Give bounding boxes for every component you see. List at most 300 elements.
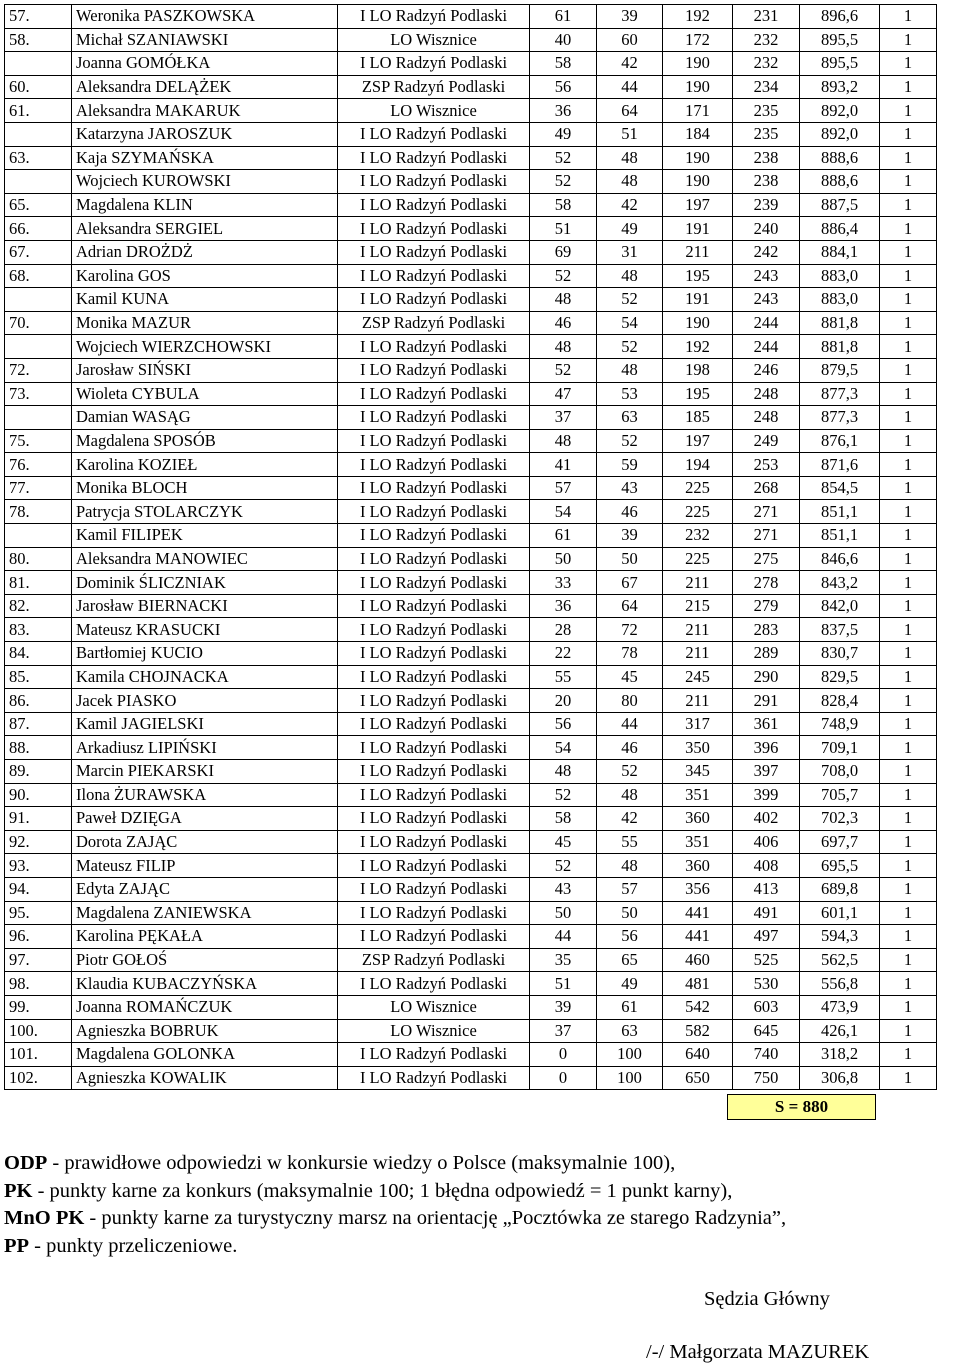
participant-name: Mateusz KRASUCKI xyxy=(72,618,338,642)
mno-pk-penalty: 195 xyxy=(663,264,733,288)
pk-penalty: 31 xyxy=(597,240,663,264)
table-row xyxy=(5,783,937,807)
row-number: 61. xyxy=(5,99,72,123)
mno-pk-penalty: 190 xyxy=(663,52,733,76)
total-penalty: 406 xyxy=(733,830,800,854)
participant-name: Magdalena ZANIEWSKA xyxy=(72,901,338,925)
table-row xyxy=(5,547,937,571)
row-number: 91. xyxy=(5,807,72,831)
pk-penalty: 64 xyxy=(597,594,663,618)
pp-points: 846,6 xyxy=(800,547,880,571)
last-column-value: 1 xyxy=(880,264,937,288)
school-name: I LO Radzyń Podlaski xyxy=(338,453,530,477)
mno-pk-penalty: 350 xyxy=(663,736,733,760)
row-number: 78. xyxy=(5,500,72,524)
last-column-value: 1 xyxy=(880,830,937,854)
last-column-value: 1 xyxy=(880,642,937,666)
total-penalty: 231 xyxy=(733,5,800,29)
pk-penalty: 72 xyxy=(597,618,663,642)
mno-pk-penalty: 232 xyxy=(663,524,733,548)
school-name: I LO Radzyń Podlaski xyxy=(338,52,530,76)
table-row xyxy=(5,665,937,689)
table-row xyxy=(5,193,937,217)
participant-name: Agnieszka BOBRUK xyxy=(72,1019,338,1043)
table-row xyxy=(5,948,937,972)
legend-odp xyxy=(4,1150,944,1178)
row-number: 72. xyxy=(5,358,72,382)
participant-name: Kamil KUNA xyxy=(72,288,338,312)
last-column-value: 1 xyxy=(880,52,937,76)
row-number: 98. xyxy=(5,972,72,996)
odp-score: 58 xyxy=(530,193,597,217)
school-name: ZSP Radzyń Podlaski xyxy=(338,948,530,972)
last-column-value: 1 xyxy=(880,1019,937,1043)
odp-score: 0 xyxy=(530,1043,597,1067)
participant-name: Wojciech KUROWSKI xyxy=(72,170,338,194)
mno-pk-penalty: 225 xyxy=(663,476,733,500)
last-column-value: 1 xyxy=(880,382,937,406)
row-number: 85. xyxy=(5,665,72,689)
last-column-value: 1 xyxy=(880,547,937,571)
school-name: I LO Radzyń Podlaski xyxy=(338,901,530,925)
row-number: 58. xyxy=(5,28,72,52)
school-name: I LO Radzyń Podlaski xyxy=(338,925,530,949)
mno-pk-penalty: 190 xyxy=(663,75,733,99)
odp-score: 48 xyxy=(530,335,597,359)
school-name: I LO Radzyń Podlaski xyxy=(338,736,530,760)
total-penalty: 530 xyxy=(733,972,800,996)
school-name: I LO Radzyń Podlaski xyxy=(338,264,530,288)
school-name: LO Wisznice xyxy=(338,1019,530,1043)
pp-points: 851,1 xyxy=(800,524,880,548)
table-row xyxy=(5,571,937,595)
total-penalty: 408 xyxy=(733,854,800,878)
pk-penalty: 46 xyxy=(597,736,663,760)
school-name: ZSP Radzyń Podlaski xyxy=(338,75,530,99)
pp-points: 888,6 xyxy=(800,170,880,194)
pk-penalty: 48 xyxy=(597,170,663,194)
total-penalty: 234 xyxy=(733,75,800,99)
last-column-value: 1 xyxy=(880,901,937,925)
legend-text: - punkty przeliczeniowe. xyxy=(29,1234,238,1257)
pp-points: 883,0 xyxy=(800,288,880,312)
row-number: 60. xyxy=(5,75,72,99)
participant-name: Magdalena SPOSÓB xyxy=(72,429,338,453)
odp-score: 69 xyxy=(530,240,597,264)
total-penalty: 397 xyxy=(733,760,800,784)
total-penalty: 603 xyxy=(733,995,800,1019)
pp-points: 843,2 xyxy=(800,571,880,595)
last-column-value: 1 xyxy=(880,170,937,194)
pk-penalty: 100 xyxy=(597,1043,663,1067)
legend-pp xyxy=(4,1233,944,1261)
last-column-value: 1 xyxy=(880,712,937,736)
pp-points: 877,3 xyxy=(800,406,880,430)
pk-penalty: 42 xyxy=(597,193,663,217)
odp-score: 52 xyxy=(530,264,597,288)
legend-term: PK xyxy=(4,1179,33,1202)
total-penalty: 246 xyxy=(733,358,800,382)
table-row xyxy=(5,807,937,831)
odp-score: 0 xyxy=(530,1066,597,1090)
last-column-value: 1 xyxy=(880,358,937,382)
pp-points: 828,4 xyxy=(800,689,880,713)
pp-points: 896,6 xyxy=(800,5,880,29)
total-penalty: 279 xyxy=(733,594,800,618)
pk-penalty: 42 xyxy=(597,52,663,76)
odp-score: 52 xyxy=(530,358,597,382)
odp-score: 45 xyxy=(530,830,597,854)
last-column-value: 1 xyxy=(880,75,937,99)
table-row xyxy=(5,877,937,901)
pp-points: 877,3 xyxy=(800,382,880,406)
pk-penalty: 61 xyxy=(597,995,663,1019)
judge-title: Sędzia Główny xyxy=(704,1288,830,1310)
table-row xyxy=(5,170,937,194)
row-number: 70. xyxy=(5,311,72,335)
pp-points: 556,8 xyxy=(800,972,880,996)
pp-points: 879,5 xyxy=(800,358,880,382)
pp-points: 426,1 xyxy=(800,1019,880,1043)
table-row xyxy=(5,217,937,241)
odp-score: 36 xyxy=(530,594,597,618)
school-name: I LO Radzyń Podlaski xyxy=(338,1066,530,1090)
mno-pk-penalty: 190 xyxy=(663,170,733,194)
participant-name: Jarosław BIERNACKI xyxy=(72,594,338,618)
mno-pk-penalty: 345 xyxy=(663,760,733,784)
odp-score: 56 xyxy=(530,75,597,99)
total-penalty: 283 xyxy=(733,618,800,642)
last-column-value: 1 xyxy=(880,146,937,170)
participant-name: Magdalena GOLONKA xyxy=(72,1043,338,1067)
pk-penalty: 45 xyxy=(597,665,663,689)
total-penalty: 235 xyxy=(733,99,800,123)
participant-name: Piotr GOŁOŚ xyxy=(72,948,338,972)
table-row xyxy=(5,995,937,1019)
pp-points: 689,8 xyxy=(800,877,880,901)
pp-points: 887,5 xyxy=(800,193,880,217)
total-penalty: 290 xyxy=(733,665,800,689)
table-row xyxy=(5,618,937,642)
total-penalty: 248 xyxy=(733,406,800,430)
row-number: 93. xyxy=(5,854,72,878)
pk-penalty: 52 xyxy=(597,335,663,359)
table-row xyxy=(5,99,937,123)
pk-penalty: 49 xyxy=(597,972,663,996)
last-column-value: 1 xyxy=(880,1043,937,1067)
school-name: I LO Radzyń Podlaski xyxy=(338,972,530,996)
row-number: 57. xyxy=(5,5,72,29)
table-row xyxy=(5,925,937,949)
school-name: I LO Radzyń Podlaski xyxy=(338,335,530,359)
pk-penalty: 50 xyxy=(597,901,663,925)
mno-pk-penalty: 184 xyxy=(663,122,733,146)
pp-points: 697,7 xyxy=(800,830,880,854)
pk-penalty: 63 xyxy=(597,406,663,430)
participant-name: Kaja SZYMAŃSKA xyxy=(72,146,338,170)
odp-score: 35 xyxy=(530,948,597,972)
participant-name: Adrian DROŻDŻ xyxy=(72,240,338,264)
pp-points: 695,5 xyxy=(800,854,880,878)
pp-points: 562,5 xyxy=(800,948,880,972)
total-penalty: 238 xyxy=(733,146,800,170)
legend-term: PP xyxy=(4,1234,30,1257)
table-row xyxy=(5,264,937,288)
legend-text: - prawidłowe odpowiedzi w konkursie wiedzy o Polsce (maksymalnie 100), xyxy=(47,1152,676,1174)
participant-name: Katarzyna JAROSZUK xyxy=(72,122,338,146)
school-name: I LO Radzyń Podlaski xyxy=(338,524,530,548)
legend-term: MnO PK xyxy=(4,1207,85,1229)
pp-points: 881,8 xyxy=(800,335,880,359)
last-column-value: 1 xyxy=(880,288,937,312)
school-name: I LO Radzyń Podlaski xyxy=(338,1043,530,1067)
table-row xyxy=(5,28,937,52)
school-name: I LO Radzyń Podlaski xyxy=(338,476,530,500)
participant-name: Wioleta CYBULA xyxy=(72,382,338,406)
school-name: I LO Radzyń Podlaski xyxy=(338,146,530,170)
pp-points: 893,2 xyxy=(800,75,880,99)
pk-penalty: 67 xyxy=(597,571,663,595)
last-column-value: 1 xyxy=(880,28,937,52)
pk-penalty: 54 xyxy=(597,311,663,335)
total-penalty: 289 xyxy=(733,642,800,666)
total-penalty: 413 xyxy=(733,877,800,901)
table-row xyxy=(5,901,937,925)
pk-penalty: 80 xyxy=(597,689,663,713)
odp-score: 52 xyxy=(530,146,597,170)
table-row xyxy=(5,854,937,878)
pk-penalty: 46 xyxy=(597,500,663,524)
row-number: 99. xyxy=(5,995,72,1019)
row-number: 95. xyxy=(5,901,72,925)
last-column-value: 1 xyxy=(880,335,937,359)
odp-score: 49 xyxy=(530,122,597,146)
total-penalty: 248 xyxy=(733,382,800,406)
pp-points: 881,8 xyxy=(800,311,880,335)
pk-penalty: 52 xyxy=(597,760,663,784)
mno-pk-penalty: 460 xyxy=(663,948,733,972)
odp-score: 61 xyxy=(530,5,597,29)
pk-penalty: 48 xyxy=(597,358,663,382)
school-name: I LO Radzyń Podlaski xyxy=(338,288,530,312)
pk-penalty: 53 xyxy=(597,382,663,406)
mno-pk-penalty: 360 xyxy=(663,854,733,878)
last-column-value: 1 xyxy=(880,217,937,241)
row-number xyxy=(5,406,72,430)
odp-score: 51 xyxy=(530,972,597,996)
last-column-value: 1 xyxy=(880,476,937,500)
row-number: 76. xyxy=(5,453,72,477)
pp-points: 842,0 xyxy=(800,594,880,618)
total-penalty: 232 xyxy=(733,28,800,52)
total-penalty: 271 xyxy=(733,500,800,524)
pk-penalty: 63 xyxy=(597,1019,663,1043)
table-row xyxy=(5,5,937,29)
pk-penalty: 44 xyxy=(597,75,663,99)
last-column-value: 1 xyxy=(880,571,937,595)
last-column-value: 1 xyxy=(880,877,937,901)
mno-pk-penalty: 351 xyxy=(663,783,733,807)
total-penalty: 249 xyxy=(733,429,800,453)
pp-points: 830,7 xyxy=(800,642,880,666)
table-row xyxy=(5,500,937,524)
total-penalty: 253 xyxy=(733,453,800,477)
odp-score: 48 xyxy=(530,429,597,453)
pk-penalty: 100 xyxy=(597,1066,663,1090)
pp-points: 876,1 xyxy=(800,429,880,453)
last-column-value: 1 xyxy=(880,99,937,123)
last-column-value: 1 xyxy=(880,995,937,1019)
table-row xyxy=(5,760,937,784)
odp-score: 36 xyxy=(530,99,597,123)
pp-points: 601,1 xyxy=(800,901,880,925)
mno-pk-penalty: 197 xyxy=(663,429,733,453)
pk-penalty: 39 xyxy=(597,524,663,548)
last-column-value: 1 xyxy=(880,429,937,453)
mno-pk-penalty: 225 xyxy=(663,547,733,571)
pk-penalty: 48 xyxy=(597,783,663,807)
school-name: I LO Radzyń Podlaski xyxy=(338,193,530,217)
school-name: I LO Radzyń Podlaski xyxy=(338,642,530,666)
sum-total: S = 880 xyxy=(727,1094,876,1120)
last-column-value: 1 xyxy=(880,760,937,784)
table-row xyxy=(5,642,937,666)
mno-pk-penalty: 211 xyxy=(663,618,733,642)
odp-score: 28 xyxy=(530,618,597,642)
mno-pk-penalty: 192 xyxy=(663,5,733,29)
table-row xyxy=(5,972,937,996)
participant-name: Edyta ZAJĄC xyxy=(72,877,338,901)
mno-pk-penalty: 360 xyxy=(663,807,733,831)
row-number: 87. xyxy=(5,712,72,736)
row-number xyxy=(5,122,72,146)
pk-penalty: 43 xyxy=(597,476,663,500)
school-name: I LO Radzyń Podlaski xyxy=(338,689,530,713)
odp-score: 51 xyxy=(530,217,597,241)
pp-points: 594,3 xyxy=(800,925,880,949)
table-row xyxy=(5,453,937,477)
last-column-value: 1 xyxy=(880,948,937,972)
legend-text: - punkty karne za turystyczny marsz na orientację „Pocztówka ze starego Radzynia”, xyxy=(84,1207,787,1229)
pk-penalty: 65 xyxy=(597,948,663,972)
row-number: 65. xyxy=(5,193,72,217)
odp-score: 50 xyxy=(530,547,597,571)
odp-score: 54 xyxy=(530,500,597,524)
pk-penalty: 52 xyxy=(597,288,663,312)
school-name: I LO Radzyń Podlaski xyxy=(338,618,530,642)
total-penalty: 361 xyxy=(733,712,800,736)
school-name: I LO Radzyń Podlaski xyxy=(338,217,530,241)
school-name: I LO Radzyń Podlaski xyxy=(338,170,530,194)
pp-points: 895,5 xyxy=(800,28,880,52)
odp-score: 54 xyxy=(530,736,597,760)
total-penalty: 497 xyxy=(733,925,800,949)
odp-score: 44 xyxy=(530,925,597,949)
last-column-value: 1 xyxy=(880,524,937,548)
participant-name: Weronika PASZKOWSKA xyxy=(72,5,338,29)
table-row xyxy=(5,146,937,170)
row-number: 84. xyxy=(5,642,72,666)
row-number: 68. xyxy=(5,264,72,288)
school-name: I LO Radzyń Podlaski xyxy=(338,783,530,807)
participant-name: Joanna GOMÓŁKA xyxy=(72,52,338,76)
participant-name: Aleksandra MANOWIEC xyxy=(72,547,338,571)
mno-pk-penalty: 191 xyxy=(663,288,733,312)
mno-pk-penalty: 356 xyxy=(663,877,733,901)
odp-score: 56 xyxy=(530,712,597,736)
participant-name: Michał SZANIAWSKI xyxy=(72,28,338,52)
table-row xyxy=(5,830,937,854)
table-row xyxy=(5,594,937,618)
total-penalty: 396 xyxy=(733,736,800,760)
total-penalty: 240 xyxy=(733,217,800,241)
participant-name: Agnieszka KOWALIK xyxy=(72,1066,338,1090)
pp-points: 306,8 xyxy=(800,1066,880,1090)
odp-score: 20 xyxy=(530,689,597,713)
participant-name: Joanna ROMAŃCZUK xyxy=(72,995,338,1019)
pk-penalty: 48 xyxy=(597,146,663,170)
total-penalty: 491 xyxy=(733,901,800,925)
row-number: 102. xyxy=(5,1066,72,1090)
pp-points: 837,5 xyxy=(800,618,880,642)
pp-points: 705,7 xyxy=(800,783,880,807)
table-row xyxy=(5,476,937,500)
pk-penalty: 51 xyxy=(597,122,663,146)
odp-score: 61 xyxy=(530,524,597,548)
odp-score: 37 xyxy=(530,1019,597,1043)
table-row xyxy=(5,712,937,736)
row-number: 96. xyxy=(5,925,72,949)
mno-pk-penalty: 197 xyxy=(663,193,733,217)
last-column-value: 1 xyxy=(880,311,937,335)
mno-pk-penalty: 191 xyxy=(663,217,733,241)
total-penalty: 242 xyxy=(733,240,800,264)
row-number: 75. xyxy=(5,429,72,453)
pp-points: 702,3 xyxy=(800,807,880,831)
mno-pk-penalty: 172 xyxy=(663,28,733,52)
school-name: LO Wisznice xyxy=(338,995,530,1019)
school-name: I LO Radzyń Podlaski xyxy=(338,854,530,878)
school-name: I LO Radzyń Podlaski xyxy=(338,547,530,571)
table-row xyxy=(5,288,937,312)
participant-name: Aleksandra DELĄŻEK xyxy=(72,75,338,99)
mno-pk-penalty: 211 xyxy=(663,571,733,595)
school-name: I LO Radzyń Podlaski xyxy=(338,429,530,453)
pk-penalty: 50 xyxy=(597,547,663,571)
last-column-value: 1 xyxy=(880,736,937,760)
pp-points: 318,2 xyxy=(800,1043,880,1067)
odp-score: 39 xyxy=(530,995,597,1019)
pp-points: 854,5 xyxy=(800,476,880,500)
odp-score: 22 xyxy=(530,642,597,666)
mno-pk-penalty: 650 xyxy=(663,1066,733,1090)
participant-name: Bartłomiej KUCIO xyxy=(72,642,338,666)
pk-penalty: 48 xyxy=(597,264,663,288)
pk-penalty: 57 xyxy=(597,877,663,901)
table-row xyxy=(5,382,937,406)
last-column-value: 1 xyxy=(880,854,937,878)
pk-penalty: 48 xyxy=(597,854,663,878)
row-number: 73. xyxy=(5,382,72,406)
table-row xyxy=(5,406,937,430)
participant-name: Aleksandra MAKARUK xyxy=(72,99,338,123)
participant-name: Kamila CHOJNACKA xyxy=(72,665,338,689)
last-column-value: 1 xyxy=(880,972,937,996)
participant-name: Wojciech WIERZCHOWSKI xyxy=(72,335,338,359)
table-row xyxy=(5,52,937,76)
total-penalty: 402 xyxy=(733,807,800,831)
row-number: 80. xyxy=(5,547,72,571)
